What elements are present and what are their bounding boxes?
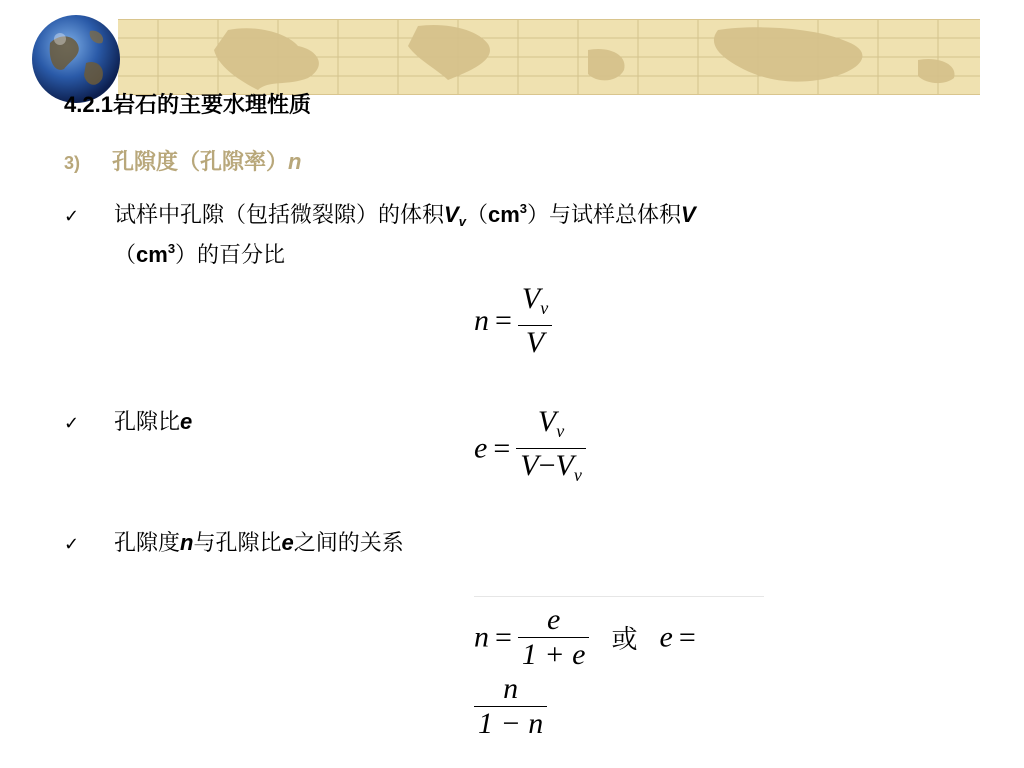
minus-sign: −: [538, 449, 556, 482]
bullet-text: 与孔隙比: [193, 531, 282, 556]
fraction: [518, 282, 552, 360]
formula-lhs: n: [474, 304, 489, 337]
equals-sign: =: [493, 431, 511, 465]
equals-sign: =: [495, 304, 512, 337]
subsection-heading: [64, 145, 301, 176]
unit-superscript: 3: [167, 241, 176, 256]
formula-void-ratio: [474, 405, 586, 492]
subsection-variable: n: [288, 149, 302, 174]
section-title: 岩石的主要水理性质: [112, 93, 311, 118]
var-e: e: [281, 530, 294, 555]
checkmark-icon: ✓: [64, 206, 80, 227]
formula-lhs: e: [659, 620, 673, 654]
denominator-term: V: [520, 449, 539, 482]
numerator: e: [547, 603, 561, 636]
bullet-relation: [64, 526, 404, 557]
denominator: V: [525, 326, 545, 359]
denominator-term: V: [555, 449, 574, 482]
bullet-porosity-definition: [64, 198, 696, 229]
bullet-text: 孔隙度: [114, 531, 181, 556]
formula-porosity: [474, 282, 552, 360]
formula-lhs: e: [474, 431, 488, 465]
fraction: [474, 672, 547, 741]
var-v-subscript: v: [458, 214, 466, 229]
equals-sign: =: [495, 620, 512, 654]
numerator-subscript: v: [540, 298, 549, 318]
var-total-v: V: [681, 202, 696, 227]
var-e: e: [180, 409, 193, 434]
fraction: [518, 603, 590, 672]
fraction: [516, 405, 586, 492]
header-banner: [118, 19, 980, 95]
numerator: V: [537, 405, 557, 438]
numerator: V: [521, 282, 541, 315]
numerator-subscript: v: [556, 421, 565, 441]
var-v: V: [444, 202, 459, 227]
world-map-texture: [118, 20, 980, 94]
checkmark-icon: ✓: [64, 534, 80, 555]
or-word: 或: [611, 625, 638, 655]
denominator: 1 − n: [478, 707, 544, 740]
checkmark-icon: ✓: [64, 413, 80, 434]
unit: cm: [136, 242, 168, 267]
bullet-porosity-continuation: [114, 238, 285, 269]
bullet-text: （: [114, 243, 137, 268]
formula-relation: [474, 596, 764, 741]
section-heading: [64, 88, 311, 119]
denominator-subscript: v: [573, 465, 582, 485]
unit: cm: [487, 202, 520, 227]
subsection-number: 3): [64, 153, 81, 173]
bullet-text: （: [465, 203, 488, 228]
formula-lhs: n: [474, 620, 489, 654]
var-n: n: [180, 530, 194, 555]
bullet-text: ）与试样总体积: [526, 203, 681, 228]
section-number: 4.2.1: [64, 92, 113, 117]
bullet-text: 孔隙比: [114, 410, 181, 435]
equals-sign: =: [678, 620, 696, 654]
unit-superscript: 3: [519, 201, 527, 216]
denominator: 1 + e: [521, 638, 586, 671]
bullet-text: ）的百分比: [175, 243, 286, 268]
bullet-text: 试样中孔隙（包括微裂隙）的体积: [114, 203, 445, 228]
bullet-void-ratio: [64, 405, 192, 436]
numerator: n: [503, 672, 519, 705]
bullet-text: 之间的关系: [293, 531, 404, 556]
subsection-label: 孔隙度（孔隙率）: [112, 150, 289, 175]
